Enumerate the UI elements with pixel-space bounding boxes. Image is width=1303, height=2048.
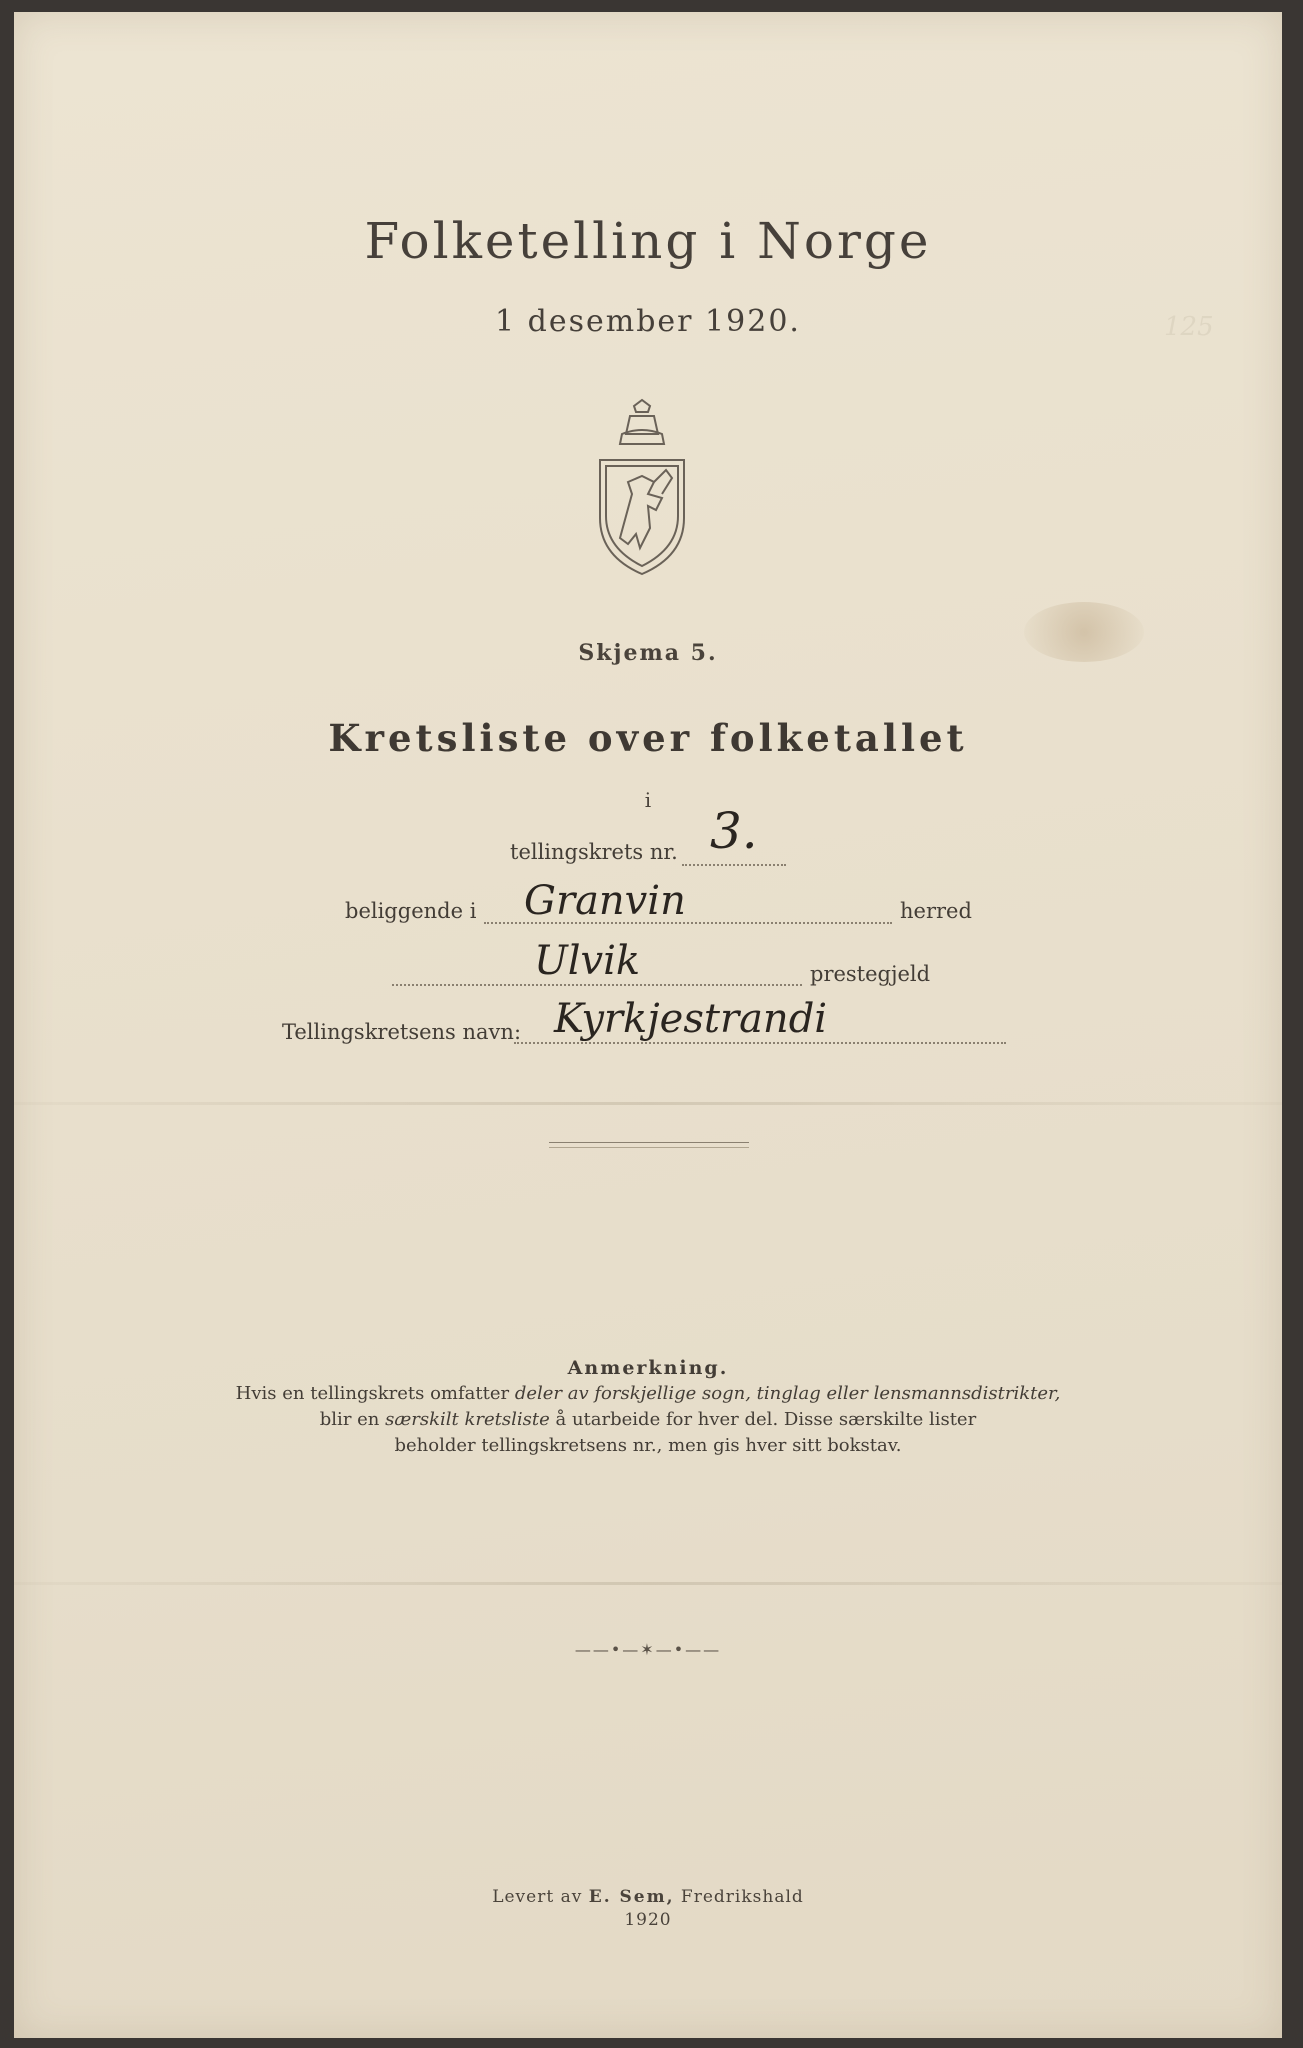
census-date: 1 desember 1920. xyxy=(495,304,801,339)
printer-year: 1920 xyxy=(624,1910,672,1930)
herred-value: Granvin xyxy=(524,878,686,924)
tellingskrets-label: tellingskrets nr. xyxy=(510,840,678,864)
divider-rule xyxy=(549,1142,749,1143)
connector-text: i xyxy=(644,788,652,812)
note-text: Hvis en tellingskrets omfatter xyxy=(235,1383,515,1404)
note-heading: Anmerkning. xyxy=(567,1357,729,1379)
note-text: blir en xyxy=(319,1409,386,1430)
tellingskrets-field-line xyxy=(682,864,786,866)
printer-line xyxy=(14,1887,1282,1907)
note-text-italic: særskilt kretsliste xyxy=(385,1409,550,1430)
printer-name: E. Sem, xyxy=(588,1887,675,1907)
census-form-page xyxy=(14,12,1282,2038)
kretsnavn-label: Tellingskretsens navn: xyxy=(282,1020,522,1044)
note-text-italic: deler av forskjellige sogn, tinglag eller lensmannsdistrikter, xyxy=(514,1383,1061,1404)
bleed-through-text: 125 xyxy=(1164,312,1214,342)
beliggende-label: beliggende i xyxy=(345,899,477,923)
note-line-3: beholder tellingskretsens nr., men gis hver sitt bokstav. xyxy=(394,1435,902,1456)
paper-fold xyxy=(14,1582,1282,1585)
form-heading: Kretsliste over folketallet xyxy=(328,716,968,760)
note-line-2 xyxy=(14,1407,1282,1433)
note-text: å utarbeide for hver del. Disse særskilte lister xyxy=(549,1409,977,1430)
tellingskrets-number: 3. xyxy=(710,802,758,860)
prestegjeld-label: prestegjeld xyxy=(810,962,931,986)
kretsnavn-field-line xyxy=(514,1042,1006,1044)
divider-rule xyxy=(549,1147,749,1148)
paper-fold xyxy=(14,1102,1282,1105)
schema-label: Skjema 5. xyxy=(578,640,718,666)
page-title: Folketelling i Norge xyxy=(364,212,932,270)
ornament-divider: ——•—✶—•—— xyxy=(574,1640,722,1659)
prestegjeld-value: Ulvik xyxy=(534,938,641,984)
prestegjeld-field-line xyxy=(392,984,802,986)
printer-place: Fredrikshald xyxy=(674,1887,804,1907)
kretsnavn-value: Kyrkjestrandi xyxy=(554,996,828,1042)
note-line-1 xyxy=(14,1381,1282,1407)
herred-label: herred xyxy=(900,899,972,923)
norwegian-coat-of-arms-icon xyxy=(592,398,692,578)
printer-prefix: Levert av xyxy=(492,1887,589,1907)
